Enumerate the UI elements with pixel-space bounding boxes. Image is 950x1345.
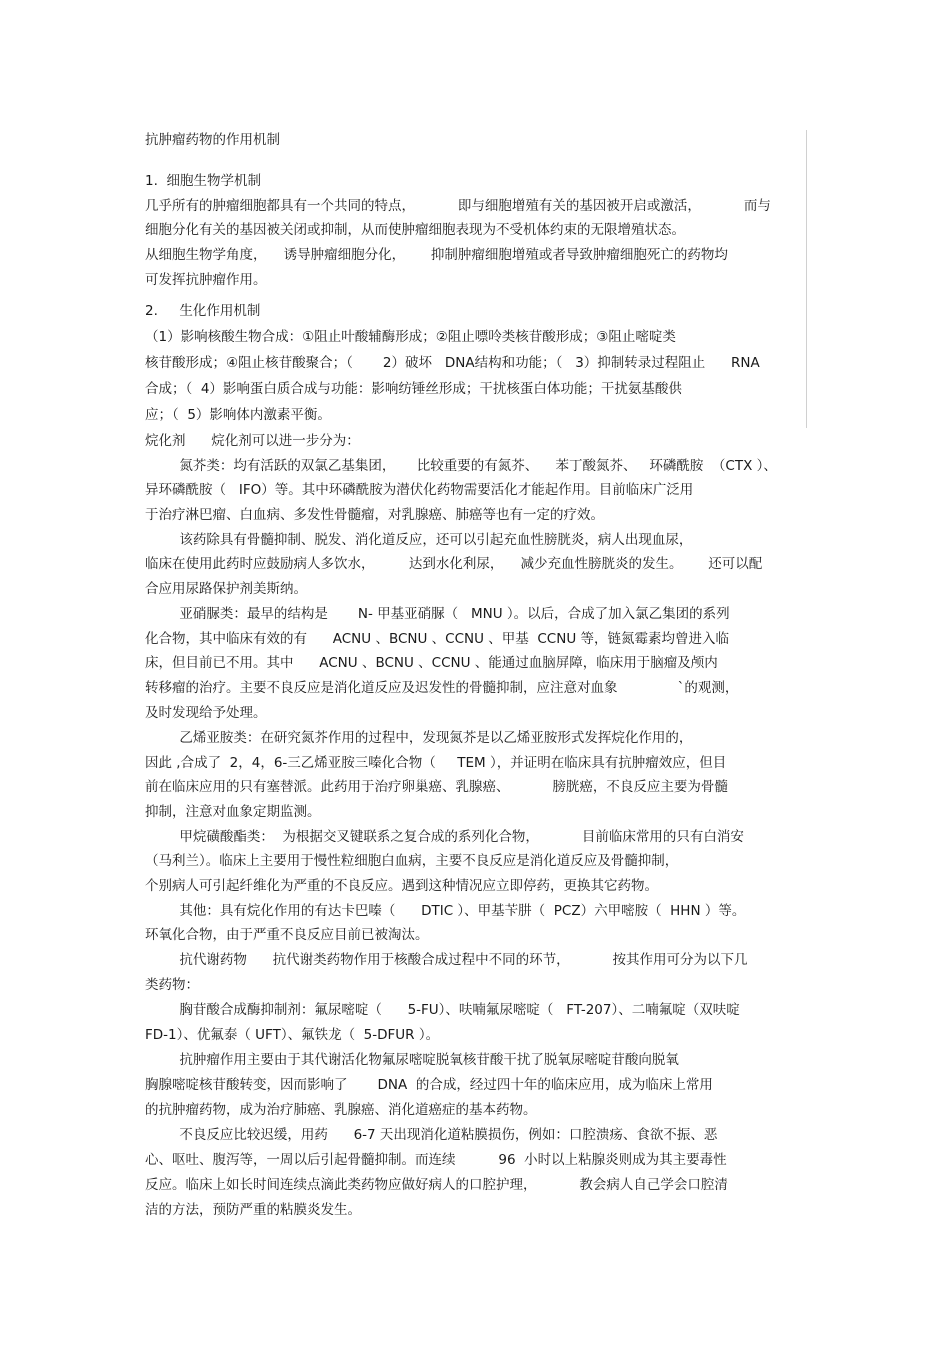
- text-line: 反应。临床上如长时间连续点滴此类药物应做好病人的口腔护理， 教会病人自己学会口腔清: [145, 1177, 728, 1193]
- text-line: 环氧化合物，由于严重不良反应目前已被淘汰。: [145, 927, 429, 943]
- text-line: 化合物，其中临床有效的有 ACNU 、BCNU 、CCNU 、甲基 CCNU 等，链氮霉素均曾进入临: [145, 631, 729, 647]
- text-line: （1）影响核酸生物合成：①阻止叶酸辅酶形成；②阻止嘌呤类核苷酸形成；③阻止嘧啶类: [145, 329, 676, 345]
- doc-title: 抗肿瘤药物的作用机制: [145, 132, 280, 148]
- text-line: 洁的方法，预防严重的粘膜炎发生。: [145, 1202, 361, 1218]
- text-line: 可发挥抗肿瘤作用。: [145, 272, 267, 288]
- text-line: 亚硝脲类：最早的结构是 N- 甲基亚硝脲（ MNU ）。以后，合成了加入氯乙集团的系列: [145, 606, 730, 622]
- text-line: 心、呕吐、腹泻等，一周以后引起骨髓抑制。而连续 96 小时以上粘腺炎则成为其主要毒性: [145, 1152, 727, 1168]
- text-line: 合应用尿路保护剂美斯纳。: [145, 581, 307, 597]
- text-line: 不良反应比较迟缓，用药 6-7 天出现消化道粘膜损伤，例如：口腔溃疡、食欲不振、恶: [145, 1127, 718, 1143]
- text-line: 于治疗淋巴瘤、白血病、多发性骨髓瘤，对乳腺癌、肺癌等也有一定的疗效。: [145, 507, 604, 523]
- text-line: 核苷酸形成；④阻止核苷酸聚合；（ 2）破坏 DNA结构和功能；（ 3）抑制转录过程阻止 RNA: [145, 355, 760, 371]
- text-line: 从细胞生物学角度， 诱导肿瘤细胞分化， 抑制肿瘤细胞增殖或者导致肿瘤细胞死亡的药物均: [145, 247, 728, 263]
- text-line: 合成；（ 4）影响蛋白质合成与功能：影响纺锤丝形成；干扰核蛋白体功能；干扰氨基酸供: [145, 381, 682, 397]
- text-line: 抑制，注意对血象定期监测。: [145, 804, 321, 820]
- vertical-rule: [806, 130, 807, 428]
- text-line: 个别病人可引起纤维化为严重的不良反应。遇到这种情况应立即停药，更换其它药物。: [145, 878, 658, 894]
- text-line: 异环磷酰胺（ IFO）等。其中环磷酰胺为潜伏化药物需要活化才能起作用。目前临床广泛用: [145, 482, 694, 498]
- text-line: 细胞分化有关的基因被关闭或抑制，从而使肿瘤细胞表现为不受机体约束的无限增殖状态。: [145, 222, 685, 238]
- text-line: 几乎所有的肿瘤细胞都具有一个共同的特点， 即与细胞增殖有关的基因被开启或激活， 而与: [145, 198, 771, 214]
- text-line: 前在临床应用的只有塞替派。此药用于治疗卵巢癌、乳腺癌、 膀胱癌，不良反应主要为骨髓: [145, 779, 728, 795]
- text-line: 胸苷酸合成酶抑制剂：氟尿嘧啶（ 5-FU）、呋喃氟尿嘧啶（ FT-207）、二喃氟啶（双呋啶: [145, 1002, 740, 1018]
- text-line: （马利兰）。临床上主要用于慢性粒细胞白血病，主要不良反应是消化道反应及骨髓抑制，: [145, 853, 679, 869]
- text-line: 临床在使用此药时应鼓励病人多饮水， 达到水化利尿， 减少充血性膀胱炎的发生。 还可以配: [145, 556, 763, 572]
- text-line: 该药除具有骨髓抑制、脱发、消化道反应，还可以引起充血性膀胱炎，病人出现血尿，: [145, 532, 693, 548]
- text-line: 1. 细胞生物学机制: [145, 173, 261, 189]
- text-line: 抗代谢药物 抗代谢类药物作用于核酸合成过程中不同的环节， 按其作用可分为以下几: [145, 952, 748, 968]
- text-line: 甲烷磺酸酯类： 为根据交叉键联系之复合成的系列化合物， 目前临床常用的只有白消安: [145, 829, 744, 845]
- text-line: 及时发现给予处理。: [145, 705, 267, 721]
- text-line: 类药物：: [145, 977, 199, 993]
- text-line: 的抗肿瘤药物，成为治疗肺癌、乳腺癌、消化道癌症的基本药物。: [145, 1102, 537, 1118]
- text-line: 转移瘤的治疗。主要不良反应是消化道反应及迟发性的骨髓抑制，应注意对血象 `的观测，: [145, 680, 739, 696]
- text-line: FD-1）、优氟泰（ UFT）、氟铁龙（ 5-DFUR ）。: [145, 1027, 440, 1043]
- text-line: 床，但目前已不用。其中 ACNU 、BCNU 、CCNU 、能通过血脑屏障，临床用于脑瘤及颅内: [145, 655, 718, 671]
- text-line: 应；（ 5）影响体内激素平衡。: [145, 407, 331, 423]
- text-line: 烷化剂 烷化剂可以进一步分为：: [145, 433, 360, 449]
- text-line: 乙烯亚胺类：在研究氮芥作用的过程中，发现氮芥是以乙烯亚胺形式发挥烷化作用的，: [145, 730, 693, 746]
- text-line: 2. 生化作用机制: [145, 303, 261, 319]
- text-line: 其他：具有烷化作用的有达卡巴嗪（ DTIC ）、甲基苄肼（ PCZ）六甲嘧胺（ HHN ）等。: [145, 903, 746, 919]
- text-line: 氮芥类：均有活跃的双氯乙基集团， 比较重要的有氮芥、 苯丁酸氮芥、 环磷酰胺 （CTX ）、: [145, 458, 777, 474]
- text-line: 胸腺嘧啶核苷酸转变，因而影响了 DNA 的合成，经过四十年的临床应用，成为临床上常用: [145, 1077, 713, 1093]
- text-line: 因此 ,合成了 2，4，6-三乙烯亚胺三嗪化合物（ TEM ），并证明在临床具有抗肿瘤效应，但目: [145, 755, 727, 771]
- text-line: 抗肿瘤作用主要由于其代谢活化物氟尿嘧啶脱氧核苷酸干扰了脱氧尿嘧啶苷酸向脱氧: [145, 1052, 679, 1068]
